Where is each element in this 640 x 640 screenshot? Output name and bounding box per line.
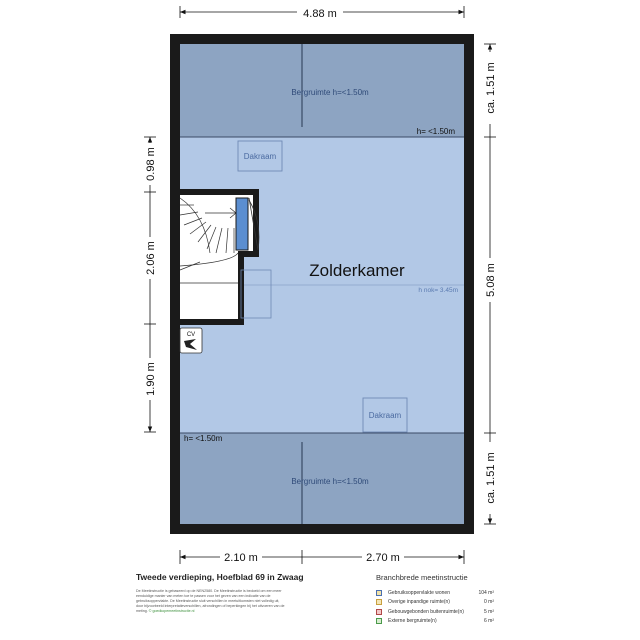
dimension-label-right-mid: 5.08 m — [485, 263, 497, 297]
dimension-left — [142, 137, 158, 432]
legend-label: Overige inpandige ruimte(n) — [388, 599, 450, 606]
legend-swatch-outdoor — [376, 609, 382, 615]
legend-swatch-other — [376, 599, 382, 605]
legend-label: Externe bergruimte(n) — [388, 618, 437, 625]
floor-title: Tweede verdieping, Hoefblad 69 in Zwaag — [136, 572, 304, 582]
legend-label: Gebruiksoppervlakte wonen — [388, 589, 450, 596]
legend-label: Gebouwgebonden buitenruimte(n) — [388, 608, 464, 615]
legend-value: 6 m² — [484, 618, 494, 625]
dimension-bottom — [180, 549, 464, 565]
dimension-top-width — [180, 4, 464, 20]
dimension-label-right-top: ca. 1.51 m — [485, 62, 497, 114]
legend-swatch-external — [376, 618, 382, 624]
legend-item — [376, 598, 494, 608]
legend-item — [376, 617, 494, 627]
dimension-label-bottom-left: 2.10 m — [224, 552, 258, 564]
storage-label-top: Bergruimte h=<1.50m — [291, 88, 369, 97]
disclaimer-link[interactable]: © goedkopemeetinstructie.nl — [148, 609, 195, 613]
legend-value: 104 m² — [478, 589, 494, 596]
stair-window — [236, 198, 248, 250]
legend-swatch-living — [376, 590, 382, 596]
storage-label-bottom: Bergruimte h=<1.50m — [291, 477, 369, 486]
dimension-label-left-mid: 2.06 m — [145, 241, 157, 275]
legend — [376, 573, 494, 626]
ridge-height-label: h nok= 3.45m — [418, 287, 458, 294]
dimension-right — [482, 44, 498, 524]
legend-item — [376, 607, 494, 617]
cv-boiler — [180, 328, 202, 353]
disclaimer-body: De Meetinstructie is gebaseerd op de NEN2580. De Meetinstructie is bedoeld om een meer eenduidige manier van meten toe te passen voor het geven van een indicatie van de gebruiksoppervlakte. De Meetinstructie sluit verschillen in meetuitkomsten niet volledig uit, door bijvoorbeeld interpretatieverschillen, afrondingen of beperkingen bij het uitvoeren van de meting. — [136, 589, 285, 613]
cv-label: CV — [186, 332, 196, 338]
legend-item — [376, 588, 494, 598]
disclaimer-text — [136, 589, 286, 614]
dimension-label-bottom-right: 2.70 m — [366, 552, 400, 564]
skylight-bottom-label: Dakraam — [368, 411, 402, 420]
dimension-label-top: 4.88 m — [303, 8, 337, 20]
legend-title: Branchbrede meetinstructie — [376, 573, 468, 582]
dimension-label-left-bottom: 1.90 m — [145, 362, 157, 396]
dimension-label-left-top: 0.98 m — [145, 147, 157, 181]
legend-value: 0 m² — [484, 599, 494, 606]
dimension-label-right-bottom: ca. 1.51 m — [485, 452, 497, 504]
skylight-top-label: Dakraam — [243, 152, 277, 161]
height-label-bottom: h= <1.50m — [184, 434, 223, 443]
legend-value: 5 m² — [484, 608, 494, 615]
height-label-top: h= <1.50m — [416, 127, 455, 136]
room-name: Zolderkamer — [309, 261, 405, 280]
